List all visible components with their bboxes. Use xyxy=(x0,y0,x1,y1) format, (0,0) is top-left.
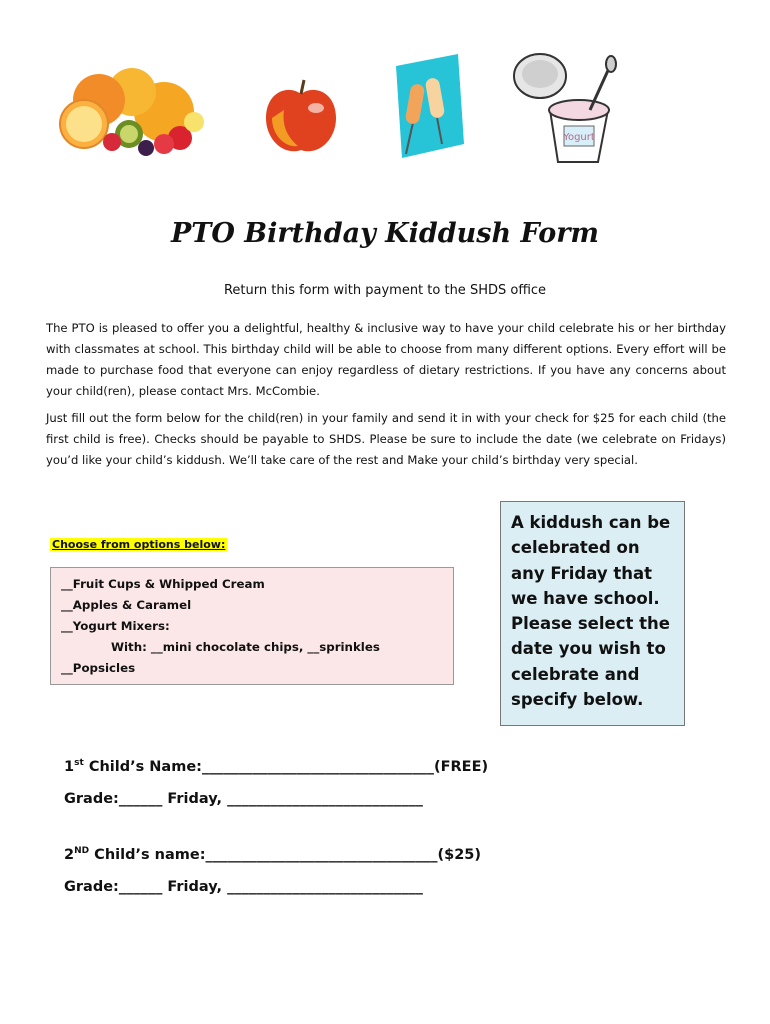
options-label: Choose from options below: xyxy=(52,538,226,551)
intro-paragraph-1: The PTO is pleased to offer you a delightful, healthy & inclusive way to have your child celebrate his or her birthday with classmates at school. This birthday child will be able to choose from many different options. Every effort will be made to purchase food that everyone can enjoy regardless of dietary restrictions. If you have any concerns about your child(ren), please contact Mrs. McCombie. xyxy=(46,321,726,398)
kiddush-note-box xyxy=(500,501,685,726)
child-2-name-label: Child’s name:________________________________ xyxy=(94,846,438,863)
child-1-grade-label: Grade:______ Friday, ___________________________ xyxy=(64,791,423,807)
option-apples-caramel[interactable]: __Apples & Caramel xyxy=(61,598,192,612)
fruit-clipart xyxy=(54,62,204,158)
kiddush-note-text: A kiddush can be celebrated on any Friday that we have school. Please select the date you wish to celebrate and specify below. xyxy=(511,513,671,710)
child-2-grade-label: Grade:______ Friday, ___________________________ xyxy=(64,879,423,895)
option-popsicles[interactable]: __Popsicles xyxy=(61,661,136,675)
child-1-name-label: Child’s Name:________________________________ xyxy=(88,758,434,775)
child-2-price: ($25) xyxy=(437,846,482,863)
option-yogurt-toppings[interactable]: With: __mini chocolate chips, __sprinkles xyxy=(111,640,380,654)
page-subtitle: Return this form with payment to the SHDS office xyxy=(223,283,547,298)
child-1-name-field[interactable]: 1st Child’s Name:________________________________(FREE) xyxy=(64,758,489,775)
child-2-name-field[interactable]: 2ND Child’s name:________________________________($25) xyxy=(64,846,482,863)
option-fruit-cups[interactable]: __Fruit Cups & Whipped Cream xyxy=(61,577,265,591)
popsicle-clipart xyxy=(388,48,468,162)
yogurt-clipart xyxy=(510,44,622,170)
apple-clipart xyxy=(258,74,344,160)
child-2-grade-field[interactable] xyxy=(64,879,423,895)
intro-paragraph-2: Just fill out the form below for the child(ren) in your family and send it in with your check for $25 for each child (the first child is free). Checks should be payable to SHDS. Please be sure to include the date (we celebrate on Fridays) you’d like your child’s kiddush. We’ll take care of the rest and Make your child’s birthday very special. xyxy=(46,411,726,467)
page-title: PTO Birthday Kiddush Form xyxy=(170,218,600,249)
option-yogurt-mixers[interactable]: __Yogurt Mixers: xyxy=(61,619,170,633)
yogurt-label: Yogurt xyxy=(563,132,595,143)
child-1-price: (FREE) xyxy=(433,758,489,775)
options-box xyxy=(50,567,454,685)
child-1-grade-field[interactable] xyxy=(64,791,423,807)
